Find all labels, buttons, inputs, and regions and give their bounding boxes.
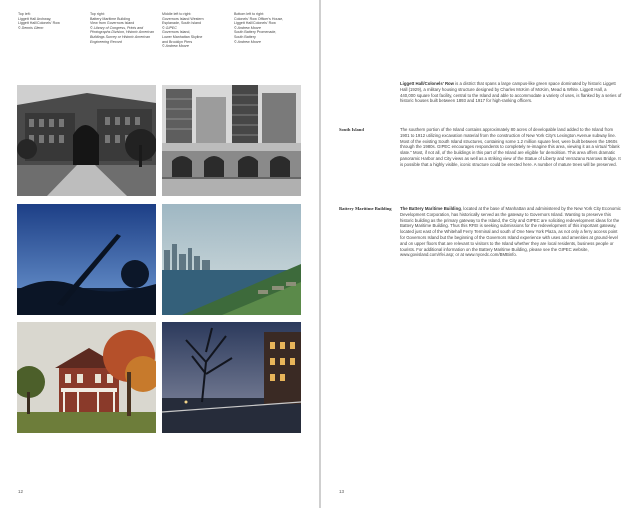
caption-bottom (234, 12, 302, 44)
caption-middle (162, 12, 230, 49)
caption-heading: Bottom left to right: (234, 12, 265, 16)
photo-manhattan-skyline (162, 204, 301, 315)
caption-line: © Andrew Moore (234, 25, 261, 30)
left-page (0, 0, 319, 508)
caption-line: Liggett Hall/Colonels' Row (18, 21, 60, 26)
photo-battery-maritime-building (162, 85, 301, 196)
caption-credit: © Library of Congress, Prints and (90, 25, 144, 30)
caption-line: Esplanade, South Island (162, 21, 201, 26)
caption-line: View from Governors Island (90, 21, 135, 26)
section-text: is a district that spans a large campus-like green space dominated by historic Liggett Hall (1929), a military housing structure designed by Charles McKim of McKim, Mead & White. Liggett Hall, a 440,000 square foot facility, central to the Island and able to accommodate a variety of uses, is flanked by a series of historic houses built between 1893 and 1917 for high-ranking officers. (400, 81, 622, 104)
caption-credit: © Andrew Moore (162, 44, 189, 49)
caption-top-left (18, 12, 86, 30)
right-page (321, 0, 640, 508)
section-text: , located at the base of Manhattan and administered by the New York City Economic Development Corporation, has historically served as the gateway to Governors Island. Wanting to preserve this historic building as the primary gateway to the Island, the City and GIPEC are soliciting redevelopment ideas for the Battery Maritime Building. Thus this RFEI is seeking submissions for the redevelopment of this important gateway, located just east of the Whitehall Ferry Terminal and south of One New York Plaza, as not only a ferry access point for Governors Island but the beginning of the Governors Island experience with uses and amenities at ground-level and on upper floors that are relevant to visitors to the Island whether they are local residents, business people or tourists. For additional information on the Battery Maritime Building, please see the GIPEC website, www.govisland.com/rfei.asp; or at www.nycedc.com/BMBinfo. (400, 206, 621, 258)
section-battery-maritime (400, 206, 622, 258)
caption-line: Liggett Hall Archway, (18, 16, 52, 21)
caption-credit: © Andrew Moore (234, 39, 261, 44)
caption-line: Governors Island, (162, 30, 191, 35)
page-number-left: 12 (18, 489, 24, 494)
caption-line: Colonels' Row Officer's House, (234, 16, 284, 21)
photo-western-esplanade (17, 204, 156, 315)
photo-south-battery-promenade (162, 322, 301, 433)
caption-credit: © Dennis Glenn (18, 25, 44, 30)
caption-heading: Top left: (18, 12, 31, 16)
page-number-right: 13 (339, 489, 345, 494)
section-liggett-hall (400, 81, 622, 104)
section-text: The southern portion of the Island contains approximately 80 acres of developable land added to the Island from 1901 to 1912 utilizing excavation material from the construction of New York City's Lexington Avenue subway line. Most of the existing South Island structures, containing some 1.2 million square feet, were built between the 1960s through the 1980s. GIPEC encourages respondents to completely re-imagine this area, viewing it as a virtual "blank slate." Most, if not all, of the buildings in this part of the Island are eligible for demolition. This area offers dramatic panoramic Harbor and City views as well as a striking view of the Statue of Liberty and Verrazano Narrows Bridge. It is possible that a highly visible, iconic structure could be erected here. A number of mature trees will be preserved. (400, 127, 621, 167)
section-south-island (400, 127, 622, 168)
caption-heading: Middle left to right: (162, 12, 192, 16)
section-lead: The Battery Maritime Building (400, 206, 461, 211)
caption-line: Liggett Hall/Colonels' Row (234, 21, 276, 26)
caption-line: Lower Manhattan Skyline (162, 34, 203, 39)
photo-liggett-hall-archway (17, 85, 156, 196)
section-label-battery-maritime: Battery Maritime Building (339, 206, 392, 211)
caption-line: South Battery (234, 34, 256, 39)
caption-line: © GIPEC (162, 25, 177, 30)
caption-line: Governors Island Western (162, 16, 204, 21)
caption-credit: Engineering Record (90, 39, 122, 44)
caption-line: Battery Maritime Building (90, 16, 130, 21)
section-label-south-island: South Island (339, 127, 364, 132)
section-lead: Liggett Hall/Colonels' Row (400, 81, 455, 86)
caption-heading: Top right: (90, 12, 105, 16)
photo-captions (18, 12, 298, 72)
photo-colonels-row-house (17, 322, 156, 433)
caption-credit: Photographs Division, Historic American (90, 30, 154, 35)
caption-top-right (90, 12, 158, 44)
caption-credit: Buildings Survey or Historic American (90, 34, 150, 39)
caption-line: and Brooklyn Piers (162, 39, 193, 44)
caption-line: South Battery Promenade, (234, 30, 277, 35)
